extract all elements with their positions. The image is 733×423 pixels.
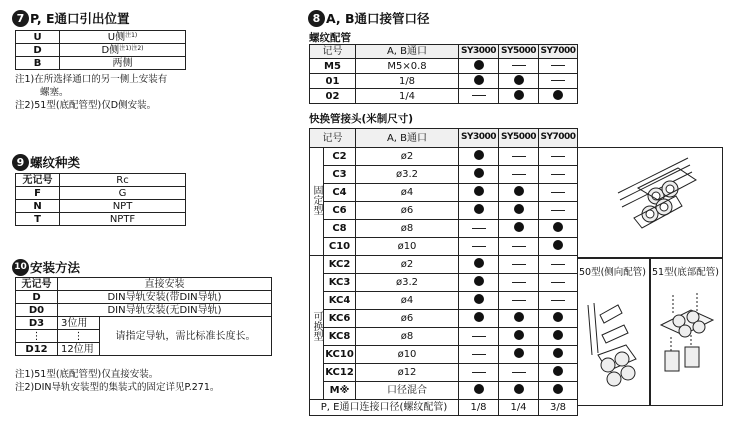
series-cell (499, 310, 539, 328)
table-row (310, 202, 578, 220)
not-available-dash-icon (512, 65, 526, 66)
fitting-port: ø8 (356, 220, 459, 238)
not-available-dash-icon (512, 174, 526, 175)
not-available-dash-icon (551, 282, 565, 283)
available-dot-icon (553, 312, 563, 322)
not-available-dash-icon (551, 264, 565, 265)
s7-code: D (16, 44, 60, 57)
s10-note-1: 注1)51型(底配管型)仅直接安装。 (15, 369, 159, 380)
table-row (310, 400, 578, 416)
series-cell (459, 292, 499, 310)
fitting-code: C4 (324, 184, 356, 202)
table-row (16, 304, 272, 317)
not-available-dash-icon (512, 246, 526, 247)
fitting-port: ø2 (356, 256, 459, 274)
pe-port-size: 3/8 (539, 400, 578, 416)
col-header: 记号 (310, 45, 356, 59)
not-available-dash-icon (472, 372, 486, 373)
col-header: SY7000 (539, 45, 578, 59)
fitting-port: ø4 (356, 184, 459, 202)
series-cell (539, 202, 578, 220)
series-cell (539, 256, 578, 274)
s7-table (15, 30, 186, 70)
s7-code: U (16, 31, 60, 44)
s9-code: N (16, 200, 60, 213)
thread-table (309, 44, 578, 104)
table-row (310, 346, 578, 364)
series-cell (499, 346, 539, 364)
s9-desc: Rc (60, 174, 186, 187)
fitting-port: ø10 (356, 238, 459, 256)
not-available-dash-icon (551, 156, 565, 157)
series-cell (459, 310, 499, 328)
series-cell (499, 89, 539, 104)
fitting-code: C3 (324, 166, 356, 184)
series-cell (499, 382, 539, 400)
series-cell (459, 256, 499, 274)
col-header: 记号 (310, 129, 356, 148)
col-header: SY5000 (499, 45, 539, 59)
s7-note-2: 注2)51型(底配管型)仅D侧安装。 (15, 100, 157, 111)
series-cell (459, 184, 499, 202)
series-cell (459, 148, 499, 166)
group-label-text: 可换型 (311, 311, 322, 341)
not-available-dash-icon (472, 228, 486, 229)
series-cell (539, 346, 578, 364)
side-piping-illustration (578, 275, 649, 405)
series-cell (499, 256, 539, 274)
s10-pos: ⋮ (58, 330, 100, 343)
table-row (310, 89, 578, 104)
figure-50-type (577, 258, 650, 406)
series-cell (539, 274, 578, 292)
series-cell (459, 89, 499, 104)
section-8-title (308, 9, 430, 27)
thread-port: 1/8 (356, 74, 459, 89)
table-row (16, 291, 272, 304)
table-row (16, 278, 272, 291)
fitting-port: ø3.2 (356, 166, 459, 184)
not-available-dash-icon (551, 210, 565, 211)
s7-code: B (16, 57, 60, 70)
available-dot-icon (514, 384, 524, 394)
table-row (310, 148, 578, 166)
available-dot-icon (514, 90, 524, 100)
series-cell (539, 59, 578, 74)
table-row (16, 174, 186, 187)
s10-note-2: 注2)DIN导轨安装型的集装式的固定详见P.271。 (15, 382, 220, 393)
table-row (310, 166, 578, 184)
s10-code: D0 (16, 304, 58, 317)
series-cell (459, 166, 499, 184)
table-row (310, 220, 578, 238)
series-cell (539, 184, 578, 202)
table-row (16, 213, 186, 226)
available-dot-icon (474, 384, 484, 394)
figure-fixed-type (577, 147, 723, 258)
group-label-text: 固定型 (311, 185, 322, 215)
series-cell (499, 220, 539, 238)
fitting-code: M※ (324, 382, 356, 400)
section-8-number: 8 (308, 10, 325, 27)
fitting-code: C2 (324, 148, 356, 166)
fitting-port: ø4 (356, 292, 459, 310)
pe-port-size: 1/8 (459, 400, 499, 416)
table-row (310, 364, 578, 382)
series-cell (459, 202, 499, 220)
table-row (16, 187, 186, 200)
s10-table (15, 277, 272, 356)
fitting-code: KC10 (324, 346, 356, 364)
section-9-number: 9 (12, 154, 29, 171)
col-header: SY5000 (499, 129, 539, 148)
s10-code: D3 (16, 317, 58, 330)
available-dot-icon (514, 330, 524, 340)
table-row (310, 184, 578, 202)
series-cell (539, 238, 578, 256)
s9-desc: NPTF (60, 213, 186, 226)
series-cell (459, 274, 499, 292)
table-row (16, 44, 186, 57)
section-10-heading: 安装方法 (30, 260, 81, 275)
fig-51-label: 51型(底部配管) (652, 267, 720, 278)
fitting-port: ø6 (356, 202, 459, 220)
s7-note-1b: 螺塞。 (40, 87, 69, 98)
not-available-dash-icon (472, 95, 486, 96)
available-dot-icon (514, 186, 524, 196)
table-header (310, 45, 578, 59)
series-cell (499, 148, 539, 166)
series-cell (459, 328, 499, 346)
not-available-dash-icon (472, 354, 486, 355)
col-header: A, B通口 (356, 45, 459, 59)
available-dot-icon (474, 168, 484, 178)
series-cell (499, 74, 539, 89)
section-7-title (12, 9, 130, 27)
series-cell (459, 238, 499, 256)
series-cell (499, 274, 539, 292)
table-row (310, 274, 578, 292)
available-dot-icon (514, 75, 524, 85)
fitting-code: KC3 (324, 274, 356, 292)
fitting-code: C6 (324, 202, 356, 220)
available-dot-icon (474, 60, 484, 70)
fitting-code: KC12 (324, 364, 356, 382)
series-cell (539, 220, 578, 238)
table-row (16, 31, 186, 44)
not-available-dash-icon (512, 372, 526, 373)
table-row (310, 310, 578, 328)
fitting-code: KC6 (324, 310, 356, 328)
section-7-heading: P, E通口引出位置 (30, 11, 130, 26)
col-header: SY3000 (459, 129, 499, 148)
available-dot-icon (474, 186, 484, 196)
thread-code: 02 (310, 89, 356, 104)
not-available-dash-icon (512, 264, 526, 265)
section-9-title (12, 153, 80, 171)
series-cell (499, 202, 539, 220)
s10-desc: DIN导轨安装(带DIN导轨) (58, 291, 272, 304)
not-available-dash-icon (551, 192, 565, 193)
series-cell (539, 148, 578, 166)
available-dot-icon (514, 222, 524, 232)
series-cell (539, 364, 578, 382)
s10-pos: 12位用 (58, 343, 100, 356)
fitting-port: 口径混合 (356, 382, 459, 400)
available-dot-icon (553, 366, 563, 376)
available-dot-icon (553, 384, 563, 394)
s9-desc: G (60, 187, 186, 200)
group-label (310, 256, 324, 400)
thread-code: 01 (310, 74, 356, 89)
s10-code: 无记号 (16, 278, 58, 291)
available-dot-icon (553, 90, 563, 100)
table-row (310, 59, 578, 74)
fixed-fitting-illustration (578, 148, 722, 257)
series-cell (499, 238, 539, 256)
not-available-dash-icon (472, 246, 486, 247)
section-9-heading: 螺纹种类 (30, 155, 81, 170)
series-cell (459, 74, 499, 89)
series-cell (499, 166, 539, 184)
available-dot-icon (514, 348, 524, 358)
thread-port: M5×0.8 (356, 59, 459, 74)
s10-rail-desc: 请指定导轨，需比标准长度长。 (100, 317, 272, 356)
table-row (310, 256, 578, 274)
table-row (310, 382, 578, 400)
series-cell (499, 184, 539, 202)
fitting-port: ø2 (356, 148, 459, 166)
table-row (310, 328, 578, 346)
s7-desc: U侧$^{注1)}$ (60, 31, 186, 44)
available-dot-icon (474, 258, 484, 268)
series-cell (459, 364, 499, 382)
series-cell (539, 382, 578, 400)
series-cell (459, 382, 499, 400)
available-dot-icon (474, 204, 484, 214)
available-dot-icon (553, 222, 563, 232)
series-cell (499, 59, 539, 74)
thread-subtitle: 螺纹配管 (309, 32, 351, 44)
s10-desc: DIN导轨安装(无DIN导轨) (58, 304, 272, 317)
series-cell (539, 292, 578, 310)
thread-code: M5 (310, 59, 356, 74)
s10-code: ⋮ (16, 330, 58, 343)
series-cell (499, 328, 539, 346)
available-dot-icon (514, 204, 524, 214)
s7-note-1: 注1)在所选择通口的另一侧上安装有 (15, 74, 168, 85)
table-header (310, 129, 578, 148)
available-dot-icon (474, 276, 484, 286)
available-dot-icon (514, 312, 524, 322)
fitting-port: ø8 (356, 328, 459, 346)
series-cell (459, 220, 499, 238)
available-dot-icon (474, 75, 484, 85)
table-row (16, 200, 186, 213)
available-dot-icon (474, 312, 484, 322)
table-row (16, 57, 186, 70)
section-7-number: 7 (12, 10, 29, 27)
table-row (310, 74, 578, 89)
fitting-code: KC2 (324, 256, 356, 274)
group-label (310, 148, 324, 256)
fitting-code: C10 (324, 238, 356, 256)
not-available-dash-icon (512, 282, 526, 283)
series-cell (499, 292, 539, 310)
fig-50-label: 50型(侧向配管) (579, 267, 647, 278)
section-10-number: 10 (12, 259, 29, 276)
series-cell (459, 59, 499, 74)
s10-code: D (16, 291, 58, 304)
not-available-dash-icon (551, 174, 565, 175)
section-10-title (12, 258, 80, 276)
series-cell (539, 89, 578, 104)
not-available-dash-icon (551, 65, 565, 66)
col-header: SY7000 (539, 129, 578, 148)
series-cell (539, 310, 578, 328)
series-cell (459, 346, 499, 364)
fitting-code: C8 (324, 220, 356, 238)
not-available-dash-icon (512, 300, 526, 301)
not-available-dash-icon (551, 80, 565, 81)
s7-desc: 两侧 (60, 57, 186, 70)
series-cell (539, 166, 578, 184)
pe-port-size: 1/4 (499, 400, 539, 416)
s10-desc: 直接安装 (58, 278, 272, 291)
not-available-dash-icon (472, 336, 486, 337)
thread-port: 1/4 (356, 89, 459, 104)
section-8-heading: A, B通口接管口径 (326, 11, 430, 26)
not-available-dash-icon (512, 156, 526, 157)
series-cell (539, 74, 578, 89)
bottom-piping-illustration (651, 275, 722, 405)
col-header: SY3000 (459, 45, 499, 59)
fitting-port: ø6 (356, 310, 459, 328)
figure-51-type (650, 258, 723, 406)
available-dot-icon (553, 348, 563, 358)
table-row (310, 292, 578, 310)
available-dot-icon (474, 294, 484, 304)
series-cell (539, 328, 578, 346)
s9-code: 无记号 (16, 174, 60, 187)
s10-pos: 3位用 (58, 317, 100, 330)
fitting-port: ø3.2 (356, 274, 459, 292)
series-cell (499, 364, 539, 382)
pe-port-label: P, E通口连接口径(螺纹配管) (310, 400, 459, 416)
fitting-code: KC4 (324, 292, 356, 310)
col-header: A, B通口 (356, 129, 459, 148)
not-available-dash-icon (551, 300, 565, 301)
available-dot-icon (553, 330, 563, 340)
s9-code: T (16, 213, 60, 226)
s9-desc: NPT (60, 200, 186, 213)
fitting-port: ø10 (356, 346, 459, 364)
table-row (16, 317, 272, 330)
available-dot-icon (553, 240, 563, 250)
fitting-code: KC8 (324, 328, 356, 346)
fitting-port: ø12 (356, 364, 459, 382)
table-row (310, 238, 578, 256)
available-dot-icon (474, 150, 484, 160)
s9-table (15, 173, 186, 226)
fitting-subtitle: 快换管接头(米制尺寸) (309, 113, 414, 125)
s9-code: F (16, 187, 60, 200)
fitting-table (309, 128, 578, 416)
s7-desc: D侧$^{注1)注2)}$ (60, 44, 186, 57)
s10-code: D12 (16, 343, 58, 356)
